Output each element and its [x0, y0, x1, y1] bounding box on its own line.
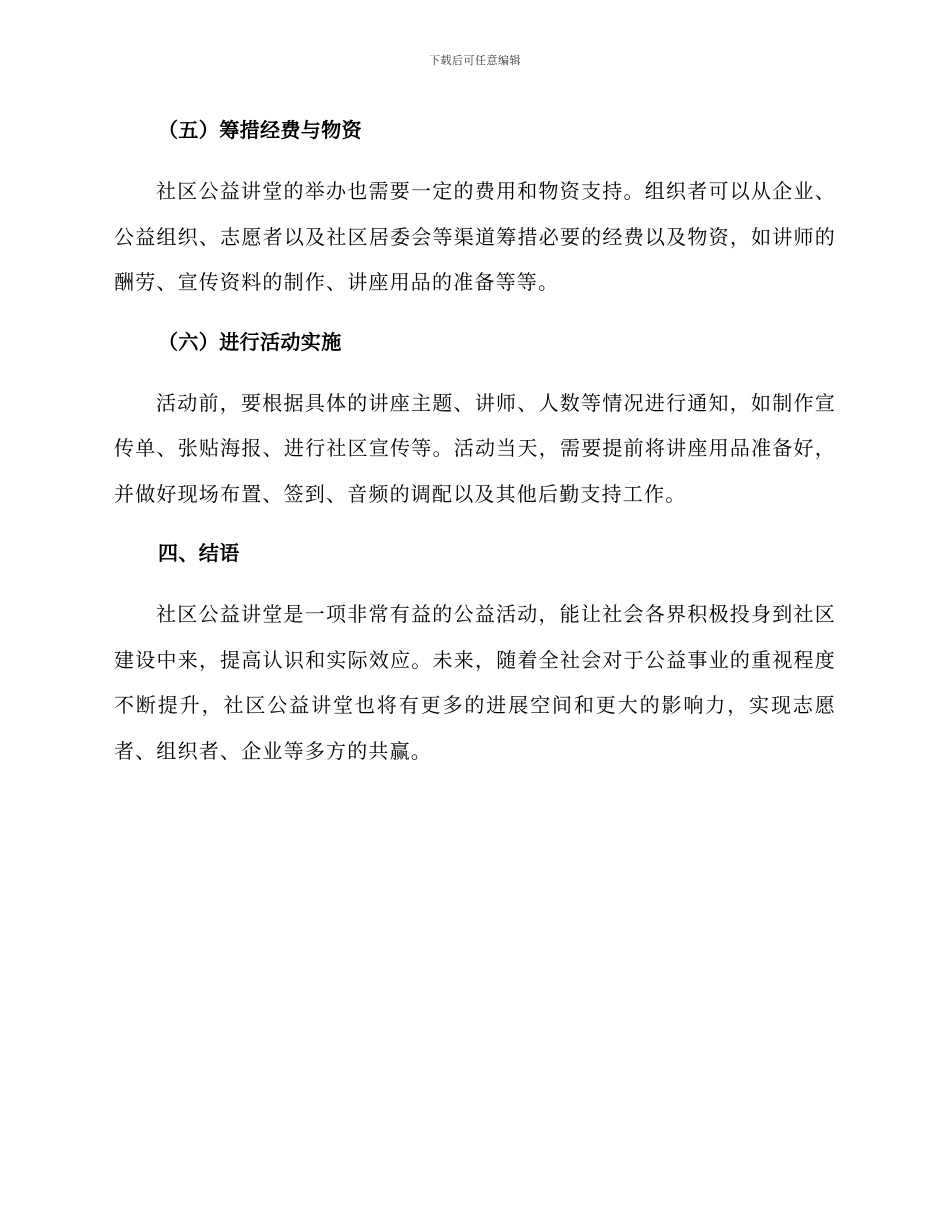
- section-funding: [114, 114, 836, 306]
- section-paragraph: 社区公益讲堂的举办也需要一定的费用和物资支持。组织者可以从企业、公益组织、志愿者以及社区居委会等渠道筹措必要的经费以及物资，如讲师的酬劳、宣传资料的制作、讲座用品的准备等等。: [114, 179, 836, 294]
- section-paragraph: 社区公益讲堂是一项非常有益的公益活动，能让社会各界积极投身到社区建设中来，提高认识和实际效应。未来，随着全社会对于公益事业的重视程度不断提升，社区公益讲堂也将有更多的进展空间和更大的影响力，实现志愿者、组织者、企业等多方的共赢。: [114, 602, 836, 763]
- section-heading: （五）筹措经费与物资: [158, 118, 362, 142]
- document-body: [114, 114, 836, 774]
- header-note: 下载后可任意编辑: [429, 54, 521, 67]
- section-conclusion: [114, 537, 836, 774]
- section-heading: 四、结语: [158, 541, 240, 565]
- section-implementation: [114, 326, 836, 518]
- section-paragraph: 活动前，要根据具体的讲座主题、讲师、人数等情况进行通知，如制作宣传单、张贴海报、进行社区宣传等。活动当天，需要提前将讲座用品准备好，并做好现场布置、签到、音频的调配以及其他后勤支持工作。: [114, 390, 836, 506]
- section-heading: （六）进行活动实施: [158, 329, 342, 354]
